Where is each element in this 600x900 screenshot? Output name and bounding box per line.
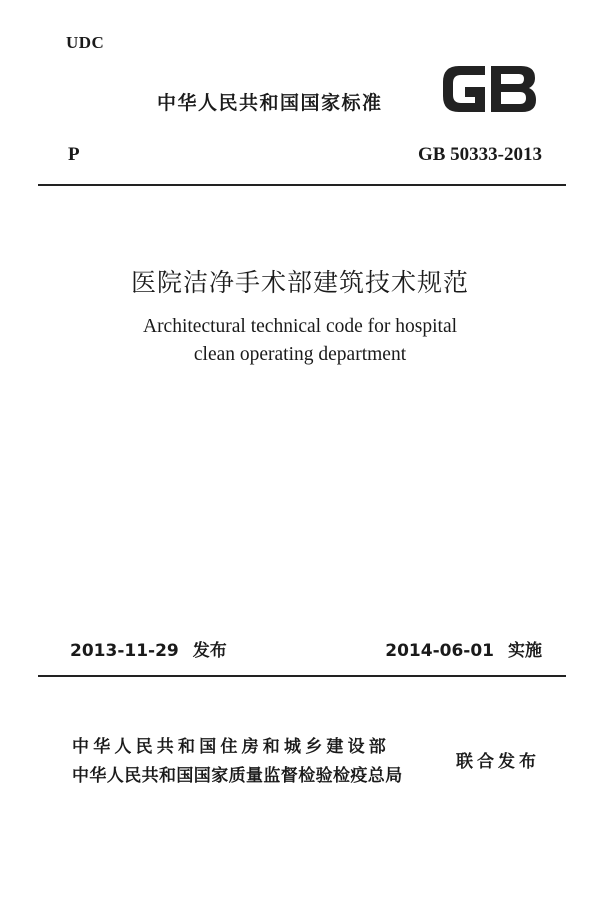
issuers <box>72 733 403 791</box>
standard-number: GB 50333-2013 <box>417 144 542 165</box>
implement-date-block <box>385 636 542 661</box>
top-divider <box>38 184 566 186</box>
issuer-ministry-housing: 中华人民共和国住房和城乡建设部 <box>72 737 390 757</box>
standard-name: 中华人民共和国国家标准 <box>157 92 383 114</box>
class-code: P <box>68 144 80 165</box>
udc-label: UDC <box>66 33 105 52</box>
gb-logo-icon <box>437 60 541 118</box>
bottom-divider <box>38 675 566 677</box>
issuer-aqsiq: 中华人民共和国国家质量监督检验检疫总局 <box>72 766 403 786</box>
implement-date: 2014-06-01 <box>385 641 494 661</box>
title-english-line2: clean operating department <box>193 344 407 365</box>
title-chinese: 医院洁净手术部建筑技术规范 <box>130 268 469 297</box>
issue-label: 发布 <box>192 641 227 661</box>
title-english <box>0 313 600 369</box>
title-english-line1: Architectural technical code for hospital <box>142 316 458 337</box>
issue-date: 2013-11-29 <box>70 641 179 661</box>
joint-issue-label: 联合发布 <box>456 752 540 772</box>
issue-date-block <box>70 636 227 661</box>
implement-label: 实施 <box>508 641 542 661</box>
